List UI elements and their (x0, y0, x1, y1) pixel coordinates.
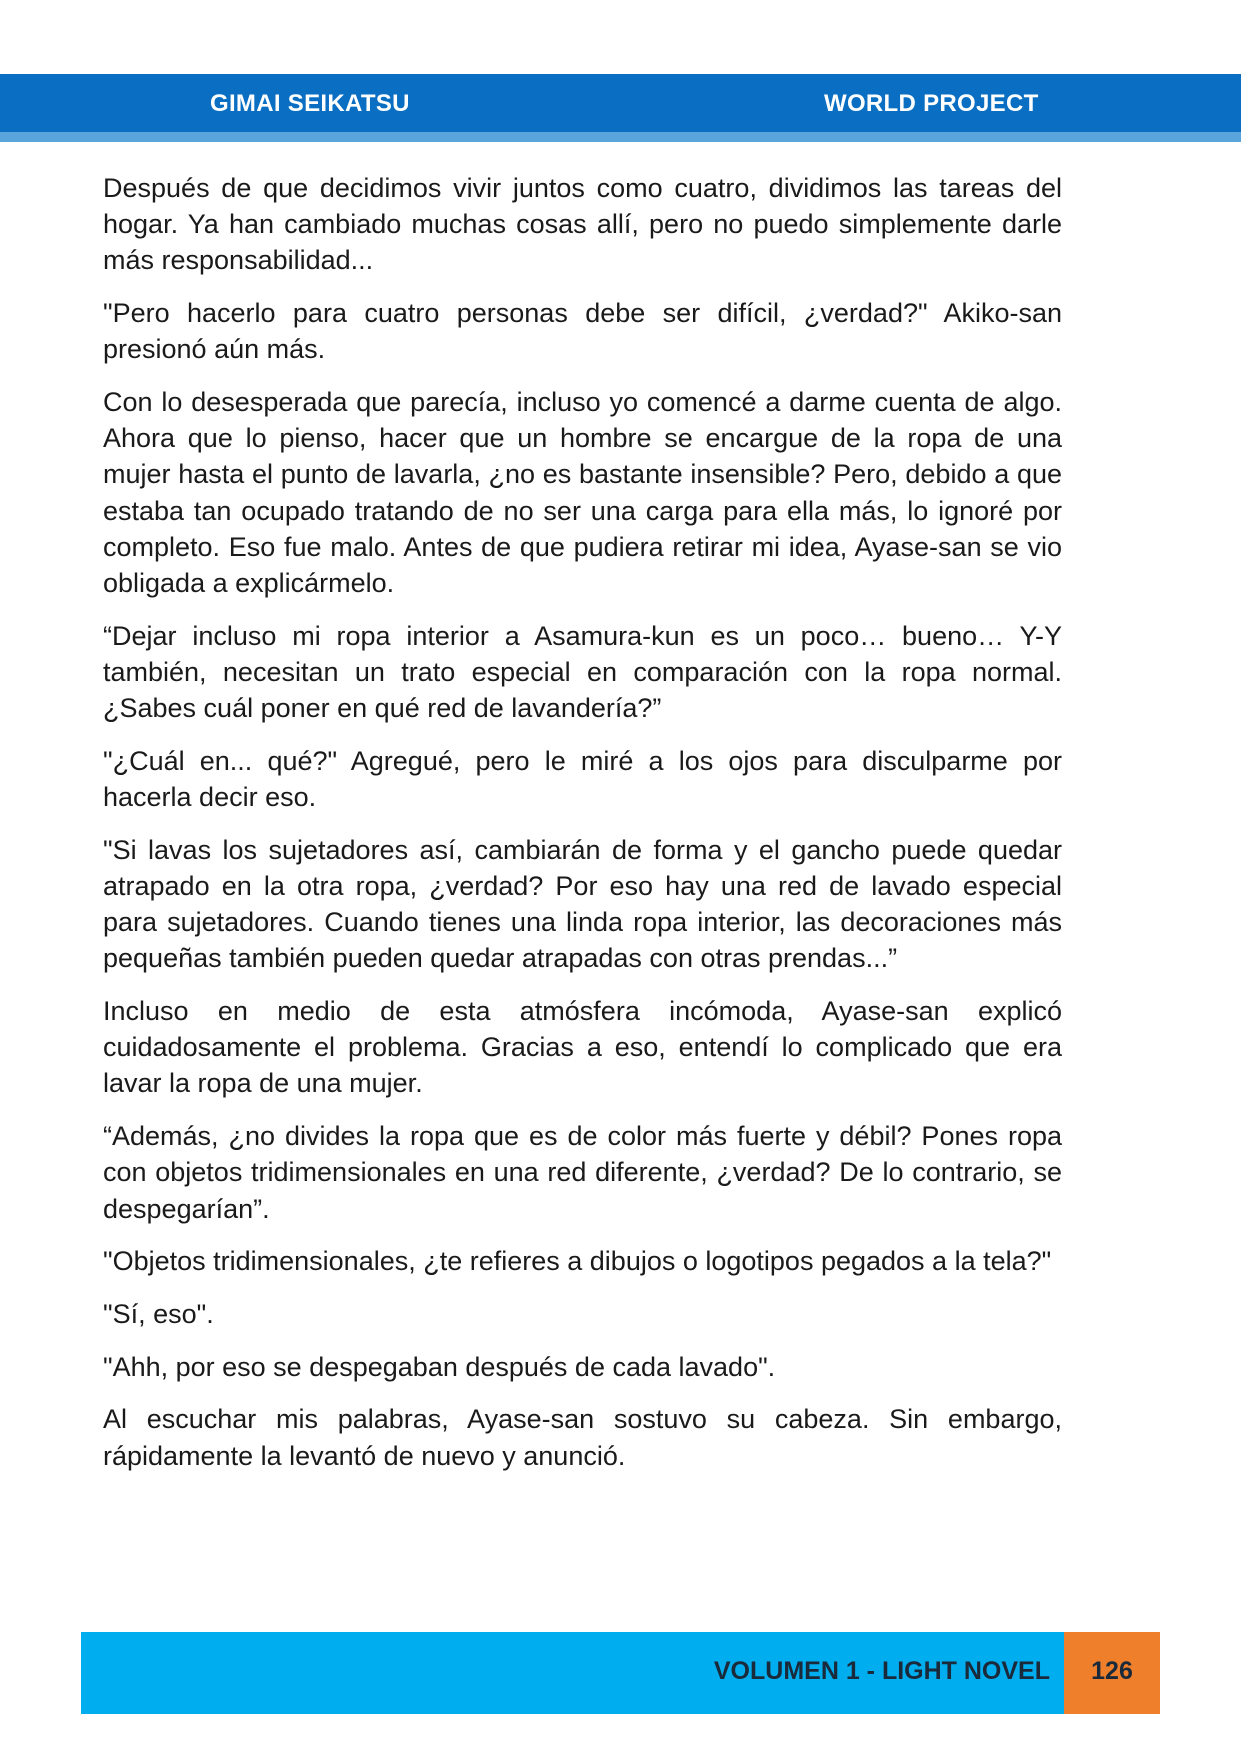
paragraph: "Si lavas los sujetadores así, cambiarán de forma y el gancho puede quedar atrapado en la otra ropa, ¿verdad? Por eso hay una red de lavado especial para sujetadores. Cuando tienes una linda ropa interior, las decoraciones más pequeñas también pueden quedar atrapadas con otras prendas...” (103, 834, 1062, 974)
header-group-name: WORLD PROJECT (824, 90, 1039, 117)
header-series-title: GIMAI SEIKATSU (210, 90, 410, 117)
paragraph: “Además, ¿no divides la ropa que es de color más fuerte y débil? Pones ropa con objetos tridimensionales en una red diferente, ¿verdad? De lo contrario, se despegarían”. (103, 1121, 1062, 1224)
paragraph: "Sí, eso". (103, 1298, 214, 1329)
paragraph: Incluso en medio de esta atmósfera incómoda, Ayase-san explicó cuidadosamente el problema. Gracias a eso, entendí lo complicado que era lavar la ropa de una mujer. (103, 996, 1062, 1099)
paragraph: "¿Cuál en... qué?" Agregué, pero le miré a los ojos para disculparme por hacerla decir eso. (103, 745, 1062, 813)
paragraph: "Ahh, por eso se despegaban después de cada lavado". (103, 1351, 776, 1382)
page-number-box (1064, 1632, 1160, 1714)
paragraph: Después de que decidimos vivir juntos como cuatro, dividimos las tareas del hogar. Ya han cambiado muchas cosas allí, pero no puedo simplemente darle más responsabilidad... (103, 173, 1062, 276)
paragraph: Al escuchar mis palabras, Ayase-san sostuvo su cabeza. Sin embargo, rápidamente la levantó de nuevo y anunció. (103, 1404, 1062, 1471)
paragraph: "Objetos tridimensionales, ¿te refieres a dibujos o logotipos pegados a la tela?" (103, 1246, 1052, 1277)
page-number: 126 (1091, 1657, 1133, 1685)
paragraph: "Pero hacerlo para cuatro personas debe ser difícil, ¿verdad?" Akiko-san presionó aún más. (103, 298, 1062, 365)
paragraph: Con lo desesperada que parecía, incluso yo comencé a darme cuenta de algo. Ahora que lo pienso, hacer que un hombre se encargue de la ropa de una mujer hasta el punto de lavarla, ¿no es bastante insensible? Pero, debido a que estaba tan ocupado tratando de no ser una carga para ella más, lo ignoré por completo. Eso fue malo. Antes de que pudiera retirar mi idea, Ayase-san se vio obligada a explicármelo. (103, 387, 1062, 599)
footer-volume-label: VOLUMEN 1 - LIGHT NOVEL (713, 1657, 1050, 1685)
paragraph: “Dejar incluso mi ropa interior a Asamura-kun es un poco… bueno… Y-Y también, necesitan un trato especial en comparación con la ropa normal. ¿Sabes cuál poner en qué red de lavandería?” (103, 620, 1062, 724)
page-footer (81, 1632, 1064, 1714)
page-header (0, 74, 1241, 142)
page-body (103, 170, 1062, 1490)
